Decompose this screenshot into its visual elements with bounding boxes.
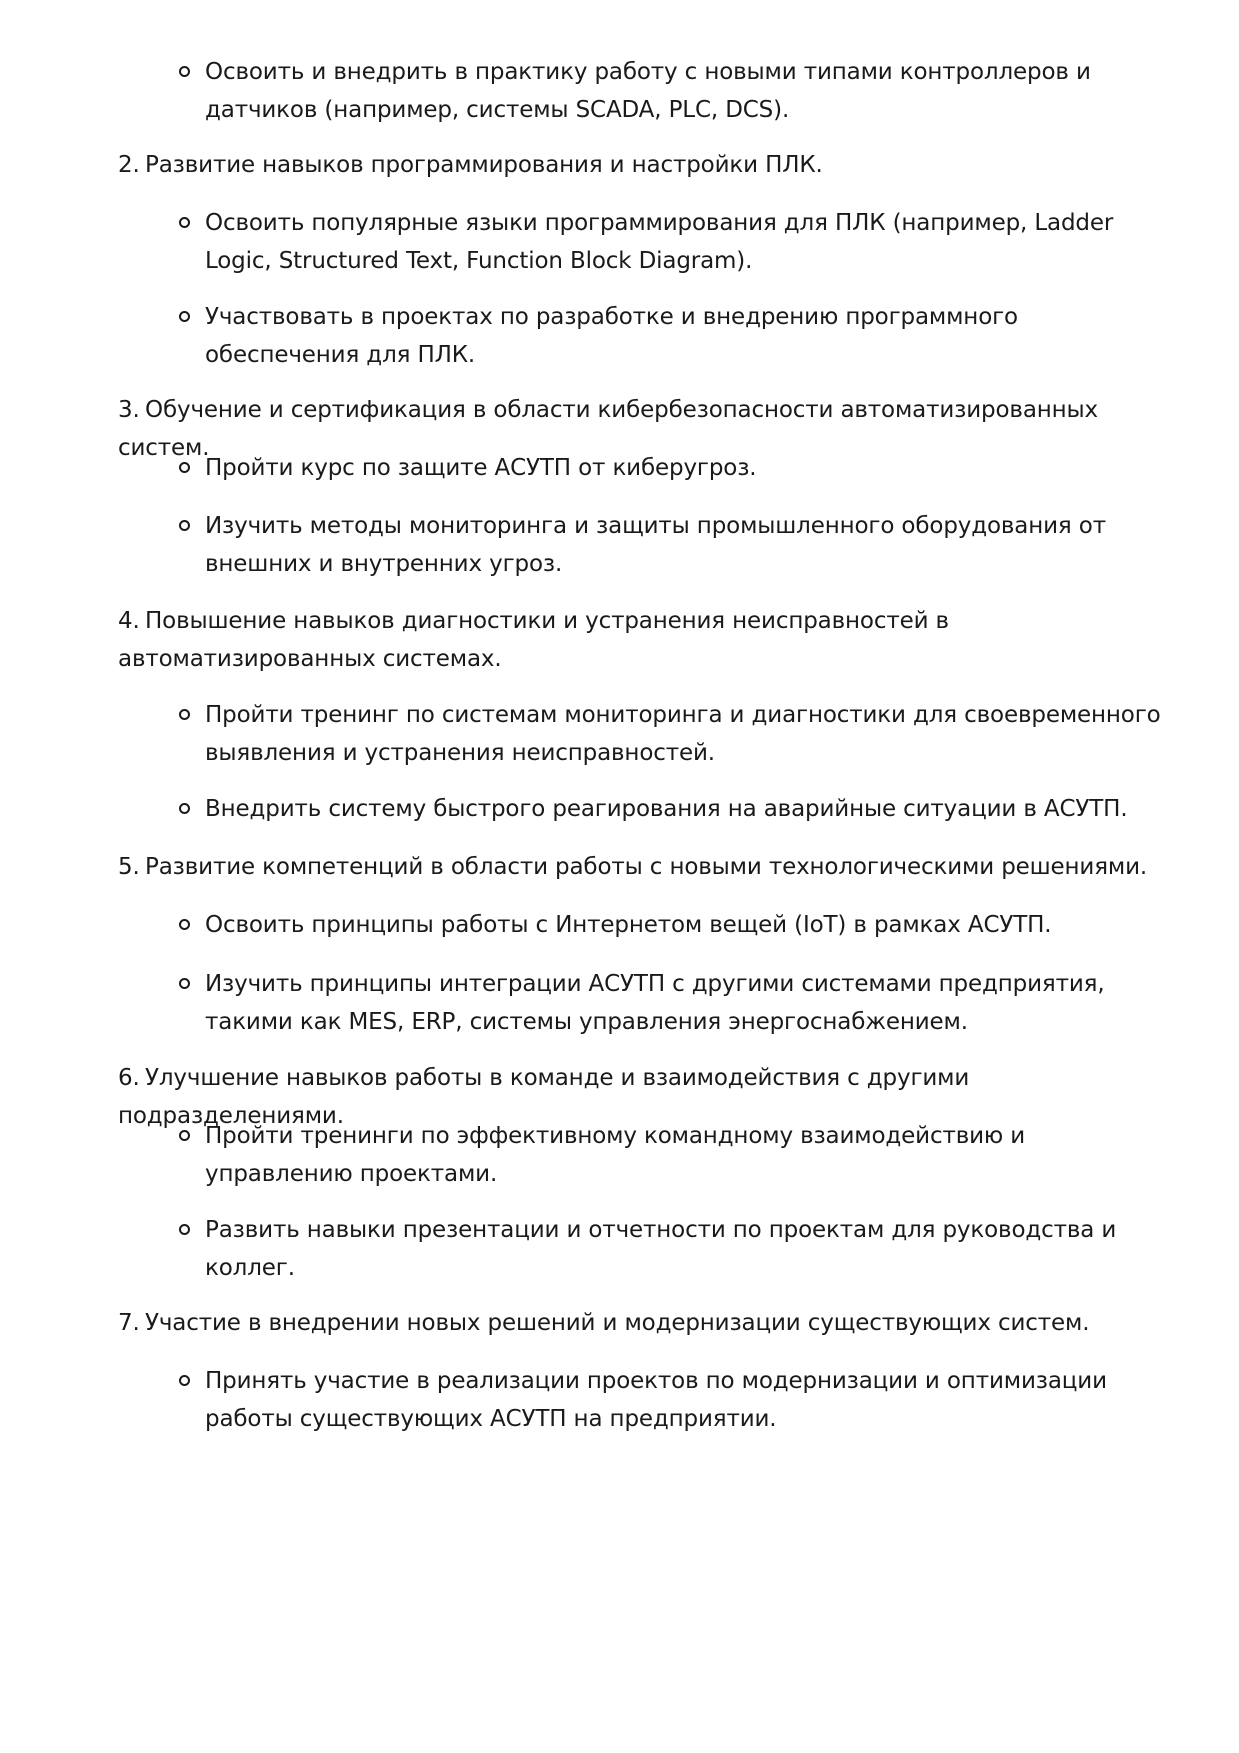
sub-item: Освоить популярные языки программирования для ПЛК (например, Ladder Logic, Structured Text, Function Block Diagram).: [205, 210, 1114, 274]
sub-item: Изучить методы мониторинга и защиты промышленного оборудования от внешних и внутренних угроз.: [205, 513, 1106, 577]
item-number: 6.: [118, 1065, 140, 1091]
bullet-icon: [179, 217, 190, 228]
main-item: [118, 602, 1141, 678]
item-text: Улучшение навыков работы в команде и взаимодействия с другими подразделениями.: [118, 1065, 970, 1129]
sub-item: Развить навыки презентации и отчетности по проектам для руководства и коллег.: [205, 1217, 1117, 1281]
bullet-icon: [179, 1375, 190, 1386]
sub-item: Пройти тренинги по эффективному командному взаимодействию и управлению проектами.: [205, 1123, 1026, 1187]
item-text: Обучение и сертификация в области кибербезопасности автоматизированных систем.: [118, 397, 1099, 461]
bullet-icon: [179, 1224, 190, 1235]
bullet-icon: [179, 709, 190, 720]
item-text: Повышение навыков диагностики и устранения неисправностей в автоматизированных системах.: [118, 608, 949, 672]
item-number: 4.: [118, 608, 140, 634]
sub-item: Изучить принципы интеграции АСУТП с другими системами предприятия, такими как MES, ERP, системы управления энергоснабжением.: [205, 971, 1105, 1035]
bullet-icon: [179, 66, 190, 77]
bullet-icon: [179, 919, 190, 930]
main-item: [118, 1304, 1168, 1342]
bullet-icon: [179, 978, 190, 989]
item-text: Развитие компетенций в области работы с новыми технологическими решениями.: [145, 854, 1148, 880]
bullet-icon: [179, 520, 190, 531]
item-text: Участие в внедрении новых решений и модернизации существующих систем.: [145, 1310, 1090, 1336]
main-item: [118, 146, 1168, 184]
sub-item: Пройти тренинг по системам мониторинга и диагностики для своевременного выявления и устранения неисправностей.: [205, 702, 1161, 766]
bullet-icon: [179, 462, 190, 473]
item-number: 7.: [118, 1310, 140, 1336]
sub-item: Участвовать в проектах по разработке и внедрению программного обеспечения для ПЛК.: [205, 304, 1018, 368]
sub-item: Пройти курс по защите АСУТП от киберугроз.: [205, 455, 757, 481]
item-number: 3.: [118, 397, 140, 423]
bullet-icon: [179, 311, 190, 322]
bullet-icon: [179, 803, 190, 814]
bullet-icon: [179, 1130, 190, 1141]
item-number: 5.: [118, 854, 140, 880]
item-number: 2.: [118, 152, 140, 178]
sub-item: Внедрить систему быстрого реагирования на аварийные ситуации в АСУТП.: [205, 796, 1128, 822]
sub-item: Принять участие в реализации проектов по модернизации и оптимизации работы существующих АСУТП на предприятии.: [205, 1368, 1107, 1432]
main-item: [118, 848, 1168, 886]
item-text: Развитие навыков программирования и настройки ПЛК.: [145, 152, 823, 178]
sub-item: Освоить и внедрить в практику работу с новыми типами контроллеров и датчиков (например, системы SCADA, PLC, DCS).: [205, 59, 1091, 123]
sub-item: Освоить принципы работы с Интернетом вещей (IoT) в рамках АСУТП.: [205, 912, 1052, 938]
